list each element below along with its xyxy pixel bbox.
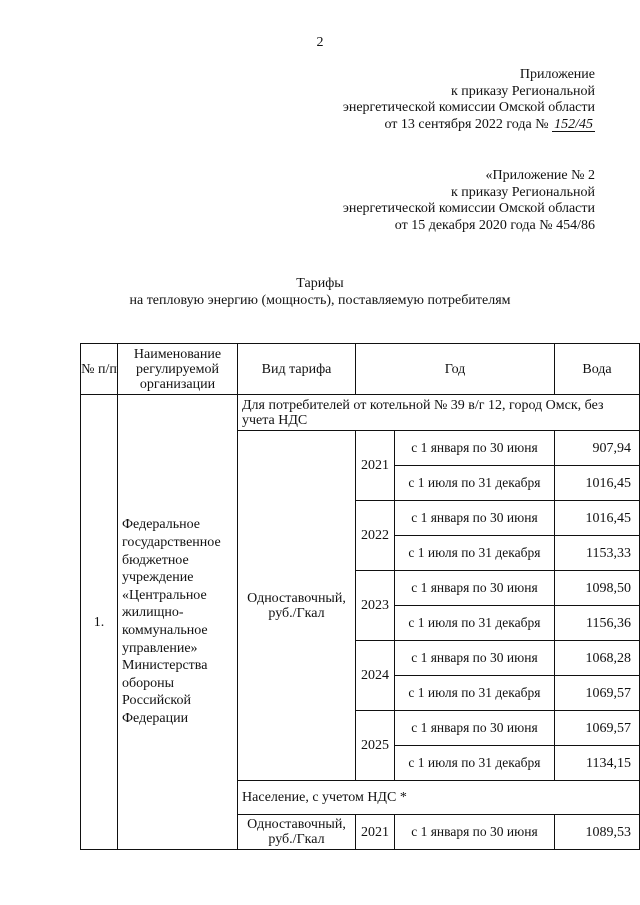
section1-title: Для потребителей от котельной № 39 в/г 12, город Омск, без учета НДС xyxy=(238,395,640,431)
section2-title: Население, с учетом НДС * xyxy=(238,781,640,815)
appendix-current-header xyxy=(343,67,595,133)
value-cell: 1153,33 xyxy=(555,536,640,571)
year-cell: 2023 xyxy=(356,571,395,641)
year-cell: 2021 xyxy=(356,815,395,850)
header-num: № п/п xyxy=(81,344,118,395)
value-cell: 1016,45 xyxy=(555,501,640,536)
document-title xyxy=(0,275,640,309)
year-cell: 2021 xyxy=(356,431,395,501)
value-cell: 1089,53 xyxy=(555,815,640,850)
page-number: 2 xyxy=(316,35,324,50)
period-cell: с 1 января по 30 июня xyxy=(394,815,554,850)
tariff-table xyxy=(80,343,640,850)
period-cell: с 1 июля по 31 декабря xyxy=(394,676,554,711)
value-cell: 1098,50 xyxy=(555,571,640,606)
organization-name: Федеральное государственное бюджетное учреждение «Центральное жилищно-коммунальное управление» Министерства обороны Российской Федерации xyxy=(118,395,238,850)
row-number: 1. xyxy=(81,395,118,850)
period-cell: с 1 января по 30 июня xyxy=(394,641,554,676)
value-cell: 1068,28 xyxy=(555,641,640,676)
section1-header-row xyxy=(81,395,640,431)
header-org: Наименование регулируемой организации xyxy=(118,344,238,395)
order-date-prefix: от 13 сентября 2022 года № xyxy=(384,116,549,132)
title-line2: на тепловую энергию (мощность), поставляемую потребителям xyxy=(129,293,511,308)
appendix-previous-header xyxy=(343,168,595,234)
value-cell: 1069,57 xyxy=(555,711,640,746)
period-cell: с 1 июля по 31 декабря xyxy=(394,466,554,501)
value-cell: 1134,15 xyxy=(555,746,640,781)
value-cell: 1156,36 xyxy=(555,606,640,641)
period-cell: с 1 января по 30 июня xyxy=(394,431,554,466)
section2-tariff-type: Одноставочный, руб./Гкал xyxy=(238,815,356,850)
appendix-previous-line1: «Приложение № 2 xyxy=(485,168,595,183)
period-cell: с 1 июля по 31 декабря xyxy=(394,746,554,781)
period-cell: с 1 июля по 31 декабря xyxy=(394,536,554,571)
value-cell: 907,94 xyxy=(555,431,640,466)
period-cell: с 1 января по 30 июня xyxy=(394,501,554,536)
section1-tariff-type: Одноставочный, руб./Гкал xyxy=(238,431,356,781)
order-number-handwritten: 152/45 xyxy=(554,116,593,132)
header-type: Вид тарифа xyxy=(238,344,356,395)
table-header-row xyxy=(81,344,640,395)
value-cell: 1069,57 xyxy=(555,676,640,711)
period-cell: с 1 июля по 31 декабря xyxy=(394,606,554,641)
year-cell: 2024 xyxy=(356,641,395,711)
period-cell: с 1 января по 30 июня xyxy=(394,711,554,746)
year-cell: 2022 xyxy=(356,501,395,571)
appendix-current-line2: к приказу Региональной xyxy=(450,83,595,99)
appendix-current-line1: Приложение xyxy=(519,67,595,82)
appendix-current-line4 xyxy=(343,117,595,134)
year-cell: 2025 xyxy=(356,711,395,781)
appendix-previous-line4: от 15 декабря 2020 года № 454/86 xyxy=(394,217,595,233)
header-water: Вода xyxy=(555,344,640,395)
appendix-previous-line2: к приказу Региональной xyxy=(450,184,595,200)
appendix-current-line3: энергетической комиссии Омской области xyxy=(342,100,595,115)
period-cell: с 1 января по 30 июня xyxy=(394,571,554,606)
header-year: Год xyxy=(356,344,555,395)
title-line1: Тарифы xyxy=(296,276,344,291)
appendix-previous-line3: энергетической комиссии Омской области xyxy=(342,201,595,216)
value-cell: 1016,45 xyxy=(555,466,640,501)
